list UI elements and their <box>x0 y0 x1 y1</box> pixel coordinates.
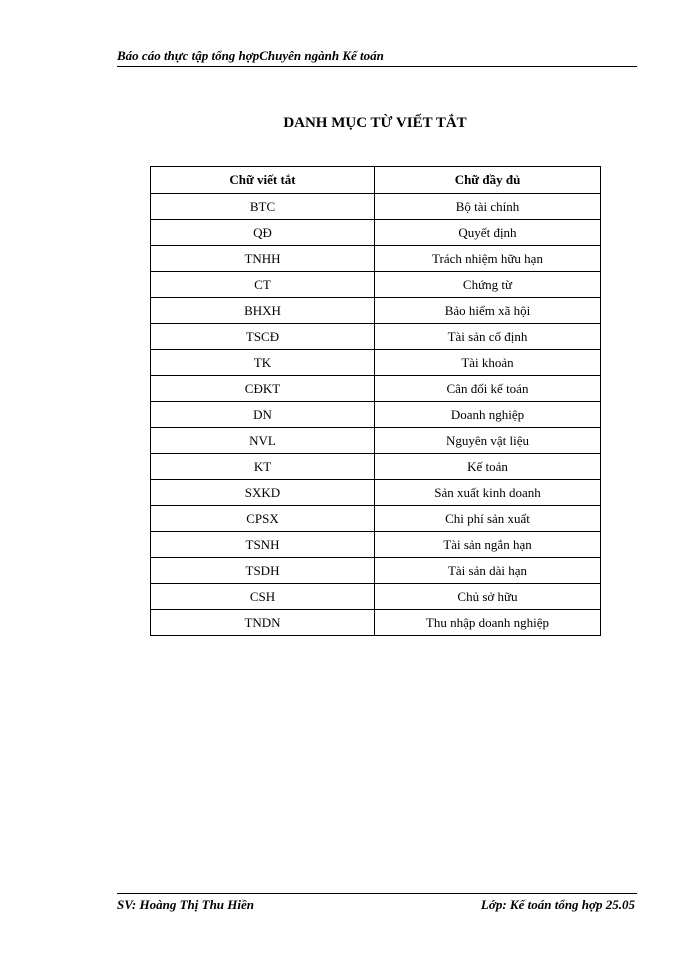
full-term-cell: Cân đối kế toán <box>374 376 600 402</box>
abbreviation-cell: TNDN <box>151 610 375 636</box>
table-row <box>151 480 601 506</box>
table-row <box>151 246 601 272</box>
table-row <box>151 350 601 376</box>
full-term-cell: Chủ sở hữu <box>374 584 600 610</box>
column-header-full-term: Chữ đầy đủ <box>374 167 600 194</box>
table-row <box>151 220 601 246</box>
abbreviation-cell: CĐKT <box>151 376 375 402</box>
full-term-cell: Nguyên vật liệu <box>374 428 600 454</box>
header-text: Báo cáo thực tập tổng hợpChuyên ngành Kế toán <box>117 48 384 63</box>
full-term-cell: Chứng từ <box>374 272 600 298</box>
abbreviation-cell: CT <box>151 272 375 298</box>
full-term-cell: Chi phí sản xuất <box>374 506 600 532</box>
abbreviation-cell: CPSX <box>151 506 375 532</box>
table-row <box>151 376 601 402</box>
abbreviation-cell: QĐ <box>151 220 375 246</box>
column-header-abbreviation: Chữ viết tắt <box>151 167 375 194</box>
abbreviation-cell: TNHH <box>151 246 375 272</box>
table-row <box>151 558 601 584</box>
abbreviation-cell: TK <box>151 350 375 376</box>
table-row <box>151 272 601 298</box>
abbreviation-cell: BHXH <box>151 298 375 324</box>
full-term-cell: Kế toán <box>374 454 600 480</box>
full-term-cell: Bảo hiểm xã hội <box>374 298 600 324</box>
page-title: DANH MỤC TỪ VIẾT TẮT <box>283 115 467 131</box>
table-header-row <box>151 167 601 194</box>
table-body <box>151 194 601 636</box>
full-term-cell: Quyết định <box>374 220 600 246</box>
full-term-cell: Tài sản ngắn hạn <box>374 532 600 558</box>
footer-student: SV: Hoàng Thị Thu Hiền <box>117 897 255 912</box>
abbreviation-cell: DN <box>151 402 375 428</box>
abbreviation-table <box>150 166 601 636</box>
page-header <box>117 46 637 67</box>
table-row <box>151 402 601 428</box>
abbreviation-cell: CSH <box>151 584 375 610</box>
table-row <box>151 454 601 480</box>
table-row <box>151 584 601 610</box>
full-term-cell: Trách nhiệm hữu hạn <box>374 246 600 272</box>
abbreviation-cell: TSDH <box>151 558 375 584</box>
abbreviation-cell: BTC <box>151 194 375 220</box>
full-term-cell: Doanh nghiệp <box>374 402 600 428</box>
full-term-cell: Sản xuất kinh doanh <box>374 480 600 506</box>
full-term-cell: Bộ tài chính <box>374 194 600 220</box>
abbreviation-cell: TSCĐ <box>151 324 375 350</box>
full-term-cell: Tài sản cố định <box>374 324 600 350</box>
table-row <box>151 194 601 220</box>
table-row <box>151 298 601 324</box>
table-row <box>151 324 601 350</box>
footer-class: Lớp: Kế toán tổng hợp 25.05 <box>480 897 635 912</box>
page-footer <box>117 893 637 914</box>
abbreviation-cell: KT <box>151 454 375 480</box>
full-term-cell: Tài sản dài hạn <box>374 558 600 584</box>
table-row <box>151 428 601 454</box>
full-term-cell: Tài khoản <box>374 350 600 376</box>
full-term-cell: Thu nhập doanh nghiệp <box>374 610 600 636</box>
abbreviation-cell: TSNH <box>151 532 375 558</box>
table-row <box>151 506 601 532</box>
abbreviation-cell: SXKD <box>151 480 375 506</box>
abbreviation-cell: NVL <box>151 428 375 454</box>
table-row <box>151 610 601 636</box>
table-row <box>151 532 601 558</box>
